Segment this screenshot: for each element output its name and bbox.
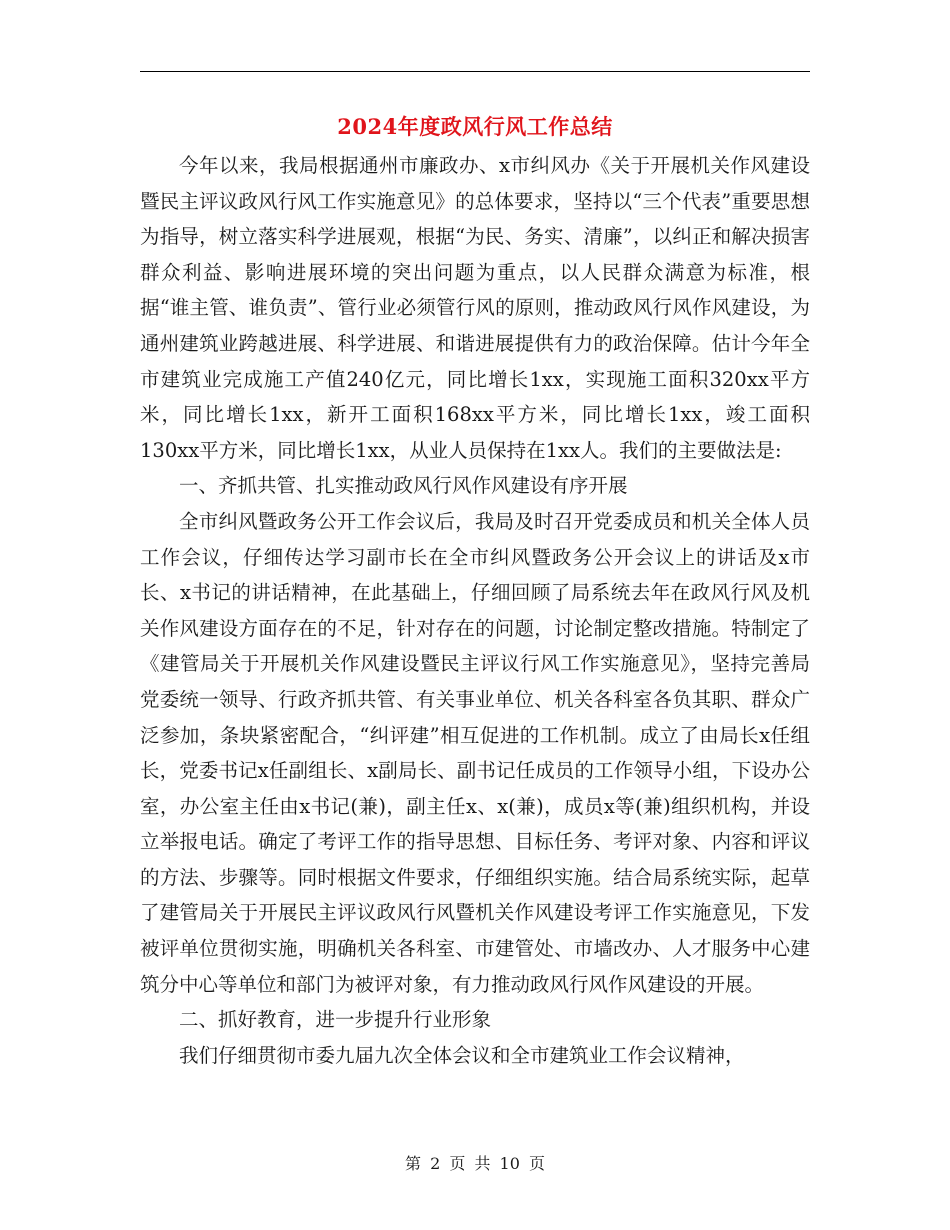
document-body <box>140 148 810 1073</box>
page-number-footer: 第 2 页 共 10 页 <box>405 1154 545 1173</box>
section-2-paragraph: 我们仔细贯彻市委九届九次全体会议和全市建筑业工作会议精神， <box>179 1043 745 1067</box>
header-rule <box>140 71 810 72</box>
section-1-paragraph: 全市纠风暨政务公开工作会议后，我局及时召开党委成员和机关全体人员工作会议，仔细传达学习副市长在全市纠风暨政务公开会议上的讲话及x市长、x书记的讲话精神，在此基础上，仔细回顾了局系统去年在政风行风及机关作风建设方面存在的不足，针对存在的问题，讨论制定整改措施。特制定了《建管局关于开展机关作风建设暨民主评议行风工作实施意见》，坚持完善局党委统一领导、行政齐抓共管、有关事业单位、机关各科室各负其职、群众广泛参加，条块紧密配合，“纠评建”相互促进的工作机制。成立了由局长x任组长，党委书记x任副组长、x副局长、副书记任成员的工作领导小组，下设办公室，办公室主任由x书记(兼)，副主任x、x(兼)，成员x等(兼)组织机构，并设立举报电话。确定了考评工作的指导思想、目标任务、考评对象、内容和评议的方法、步骤等。同时根据文件要求，仔细组织实施。结合局系统实际，起草了建管局关于开展民主评议政风行风暨机关作风建设考评工作实施意见，下发被评单位贯彻实施，明确机关各科室、市建管处、市墙改办、人才服务中心建筑分中心等单位和部门为被评对象，有力推动政风行风作风建设的开展。 <box>140 509 810 996</box>
intro-paragraph: 今年以来，我局根据通州市廉政办、x市纠风办《关于开展机关作风建设暨民主评议政风行风工作实施意见》的总体要求，坚持以“三个代表”重要思想为指导，树立落实科学进展观，根据“为民、务实、清廉”，以纠正和解决损害群众利益、影响进展环境的突出问题为重点，以人民群众满意为标准，根据“谁主管、谁负责”、管行业必须管行风的原则，推动政风行风作风建设，为通州建筑业跨越进展、科学进展、和谐进展提供有力的政治保障。估计今年全市建筑业完成施工产值240亿元，同比增长1xx，实现施工面积320xx平方米，同比增长1xx，新开工面积168xx平方米，同比增长1xx，竣工面积130xx平方米，同比增长1xx，从业人员保持在1xx人。我们的主要做法是: <box>140 154 810 462</box>
document-title: 2024年度政风行风工作总结 <box>337 114 613 139</box>
section-heading-1: 一、齐抓共管、扎实推动政风行风作风建设有序开展 <box>179 474 628 498</box>
section-heading-2: 二、抓好教育，进一步提升行业形象 <box>179 1008 492 1032</box>
